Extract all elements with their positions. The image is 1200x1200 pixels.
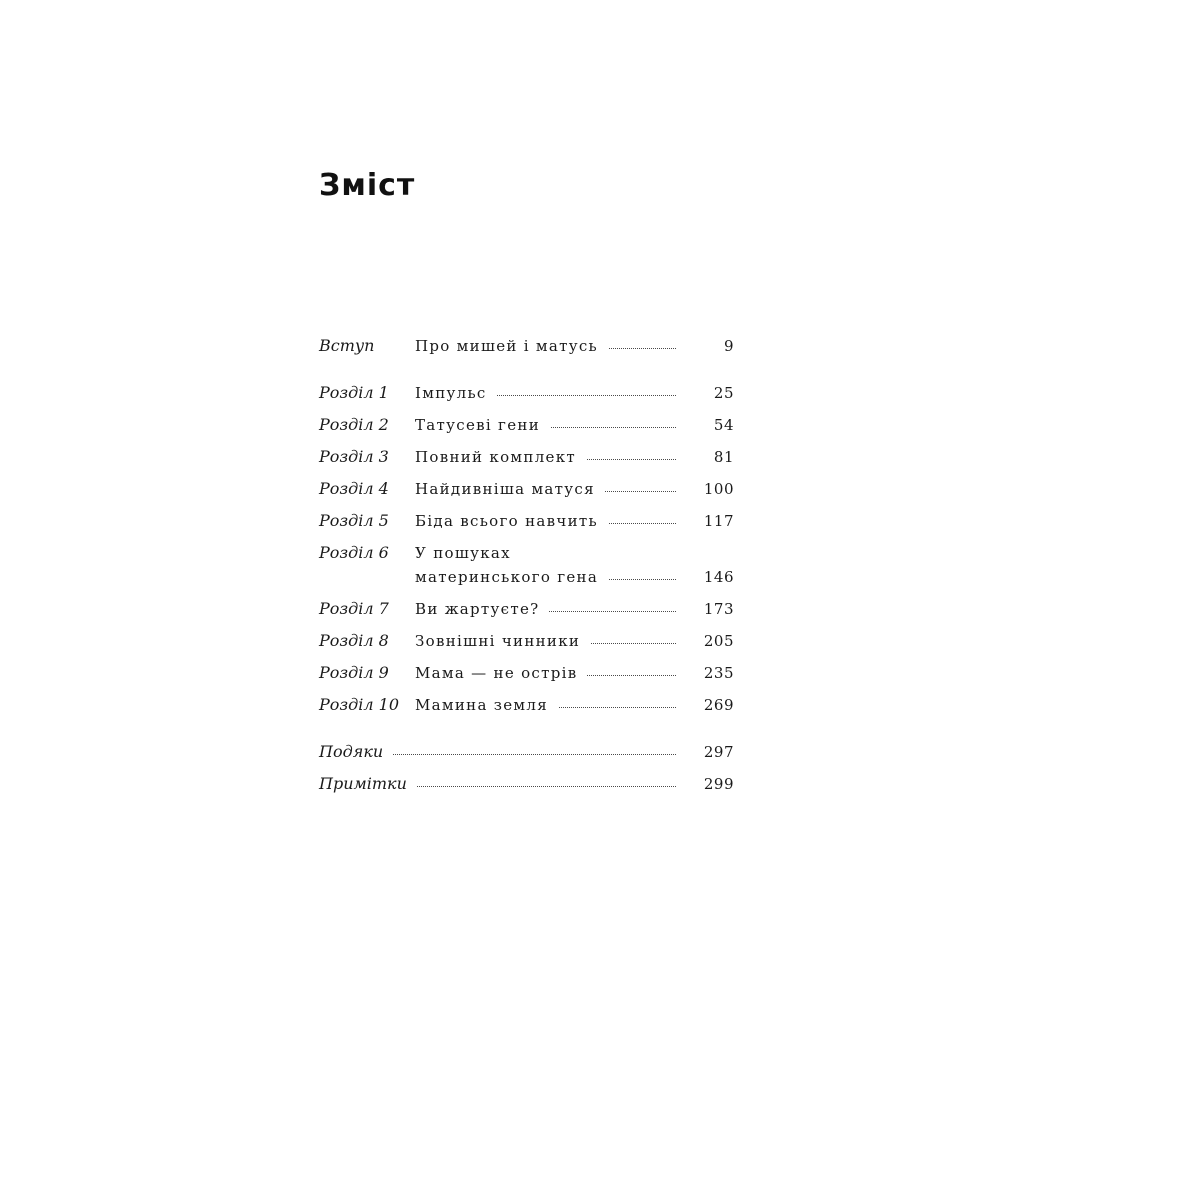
toc-entry-acknowledgements[interactable] [319,739,734,765]
toc-entry-chapter-10[interactable] [319,692,734,718]
toc-entry-page: 269 [703,696,734,714]
toc-entry-chapter-2[interactable] [319,412,734,438]
toc-entry-label: Розділ 9 [319,660,399,686]
toc-entry-label: Розділ 6 [319,540,399,566]
toc-entry-title: Імпульс [415,380,497,406]
toc-entry-chapter-7[interactable] [319,596,734,622]
toc-entry-notes[interactable] [319,771,734,797]
toc-entry-label: Вступ [319,333,384,359]
toc-entry-title: Зовнішні чинники [415,628,590,654]
page-title: Зміст [319,168,416,203]
toc-entry-chapter-5[interactable] [319,508,734,534]
toc-entry-title: Мамина земля [415,692,558,718]
toc-entry-title: Мама — не острів [415,660,587,686]
toc-entry-page: 297 [703,743,734,761]
toc-entry-title: Про мишей і матусь [415,333,608,359]
toc-entry-title: Найдивніша матуся [415,476,605,502]
toc-entry-label: Розділ 5 [319,508,399,534]
toc-entry-chapter-1[interactable] [319,380,734,406]
toc-entry-label: Розділ 10 [319,692,409,718]
toc-entry-label: Розділ 2 [319,412,399,438]
toc-entry-page: 54 [713,416,734,434]
toc-entry-label: Подяки [319,739,393,765]
toc-entry-label: Розділ 7 [319,596,399,622]
toc-entry-chapter-9[interactable] [319,660,734,686]
toc-entry-page: 25 [713,384,734,402]
toc-entry-title: Татусеві гени [415,412,550,438]
toc-entry-page: 81 [713,448,734,466]
toc-entry-label: Розділ 3 [319,444,399,470]
toc-entry-title: Біда всього навчить [415,508,608,534]
toc-entry-page: 9 [723,337,734,355]
toc-entry-page: 235 [703,664,734,682]
toc-entry-page: 100 [703,480,734,498]
toc-entry-label: Розділ 8 [319,628,399,654]
toc-entry-page: 173 [703,600,734,618]
toc-entry-chapter-6[interactable] [319,543,734,590]
toc-entry-page: 117 [703,512,734,530]
toc-entry-chapter-8[interactable] [319,628,734,654]
toc-entry-intro[interactable] [319,333,734,359]
toc-entry-page: 205 [703,632,734,650]
toc-entry-page: 299 [703,775,734,793]
toc-entry-chapter-4[interactable] [319,476,734,502]
toc-entry-label: Розділ 1 [319,380,399,406]
toc-entry-title: Повний комплект [415,444,586,470]
toc-entry-label: Примітки [319,771,417,797]
toc-entry-title: материнського гена [415,564,608,590]
toc-entry-page: 146 [703,568,734,586]
toc-entry-title-line-1: У пошуках [415,544,511,562]
toc-entry-chapter-3[interactable] [319,444,734,470]
toc-entry-label: Розділ 4 [319,476,399,502]
toc-entry-title: Ви жартуєте? [415,596,549,622]
